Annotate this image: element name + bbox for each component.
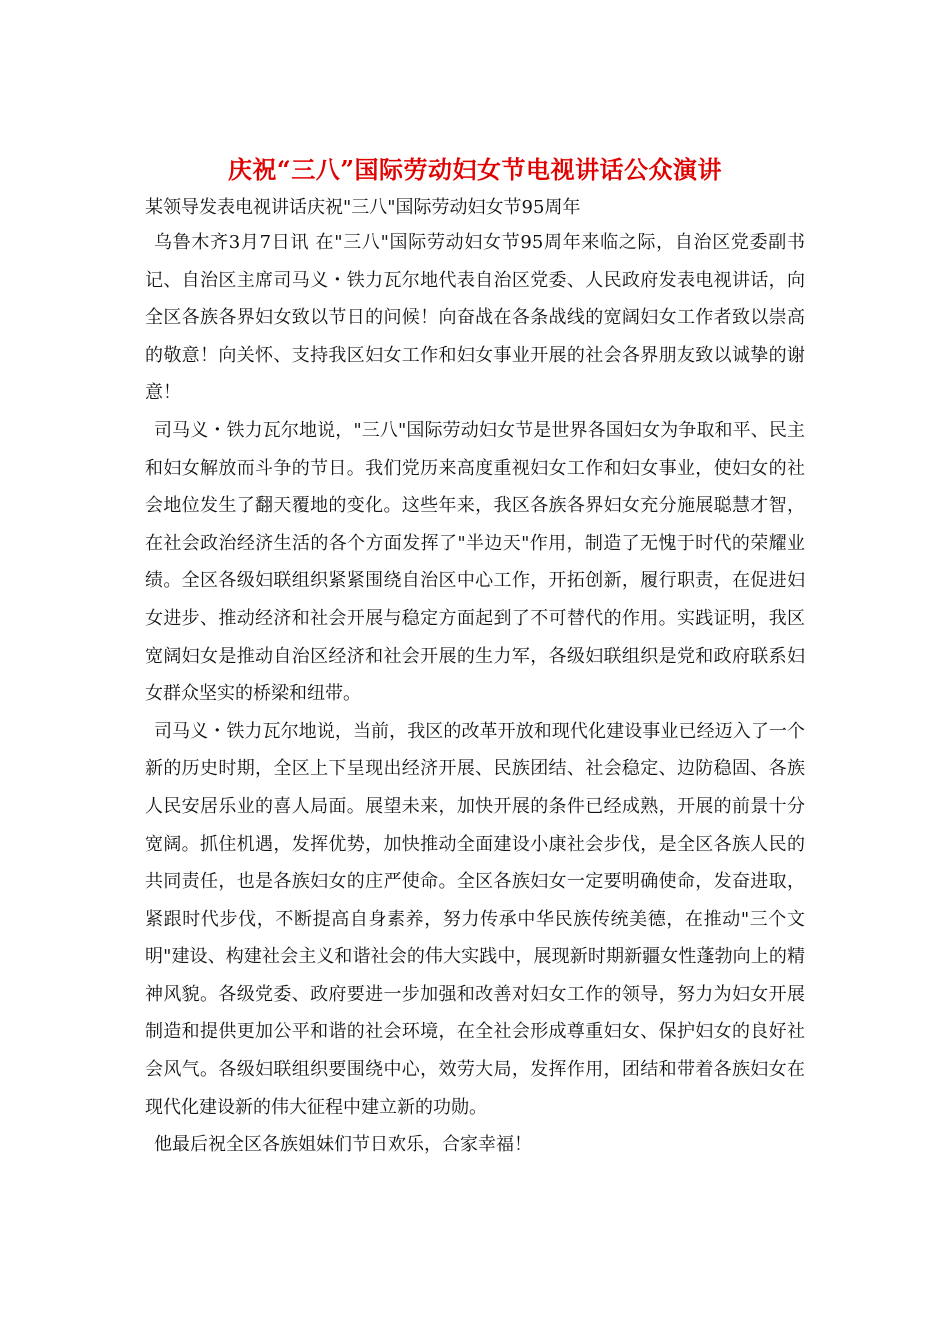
paragraph-closing-wishes: 他最后祝全区各族姐妹们节日欢乐，合家幸福！ bbox=[154, 1134, 532, 1156]
document-body bbox=[145, 150, 805, 1164]
document-subtitle: 某领导发表电视讲话庆祝"三八"国际劳动妇女节95周年 bbox=[145, 197, 581, 218]
paragraph-intro: 乌鲁木齐3月7日讯 在"三八"国际劳动妇女节95周年来临之际，自治区党委副书记、自治区主席司马义・铁力瓦尔地代表自治区党委、人民政府发表电视讲话，向全区各族各界妇女致以节日的问候！向奋战在各条战线的宽阔妇女工作者致以崇高的敬意！向关怀、支持我区妇女工作和妇女事业开展的社会各界朋友致以诚挚的谢意！ bbox=[145, 232, 805, 404]
paragraph-festival-meaning: 司马义・铁力瓦尔地说，"三八"国际劳动妇女节是世界各国妇女为争取和平、民主和妇女解放而斗争的节日。我们党历来高度重视妇女工作和妇女事业，使妇女的社会地位发生了翻天覆地的变化。这些年来，我区各族各界妇女充分施展聪慧才智，在社会政治经济生活的各个方面发挥了"半边天"作用，制造了无愧于时代的荣耀业绩。全区各级妇联组织紧紧围绕自治区中心工作，开拓创新，履行职责，在促进妇女进步、推动经济和社会开展与稳定方面起到了不可替代的作用。实践证明，我区宽阔妇女是推动自治区经济和社会开展的生力军，各级妇联组织是党和政府联系妇女群众坚实的桥梁和纽带。 bbox=[145, 419, 805, 705]
paragraph-current-situation: 司马义・铁力瓦尔地说，当前，我区的改革开放和现代化建设事业已经迈入了一个新的历史时期，全区上下呈现出经济开展、民族团结、社会稳定、边防稳固、各族人民安居乐业的喜人局面。展望未来，加快开展的条件已经成熟，开展的前景十分宽阔。抓住机遇，发挥优势，加快推动全面建设小康社会步伐，是全区各族人民的共同责任，也是各族妇女的庄严使命。全区各族妇女一定要明确使命，发奋进取，紧跟时代步伐，不断提高自身素养，努力传承中华民族传统美德，在推动"三个文明"建设、构建社会主义和谐社会的伟大实践中，展现新时期新疆女性蓬勃向上的精神风貌。各级党委、政府要进一步加强和改善对妇女工作的领导，努力为妇女开展制造和提供更加公平和谐的社会环境，在全社会形成尊重妇女、保护妇女的良好社会风气。各级妇联组织要围绕中心，效劳大局，发挥作用，团结和带着各族妇女在现代化建设新的伟大征程中建立新的功勋。 bbox=[145, 720, 805, 1118]
document-title: 庆祝“三八”国际劳动妇女节电视讲话公众演讲 bbox=[227, 155, 723, 184]
